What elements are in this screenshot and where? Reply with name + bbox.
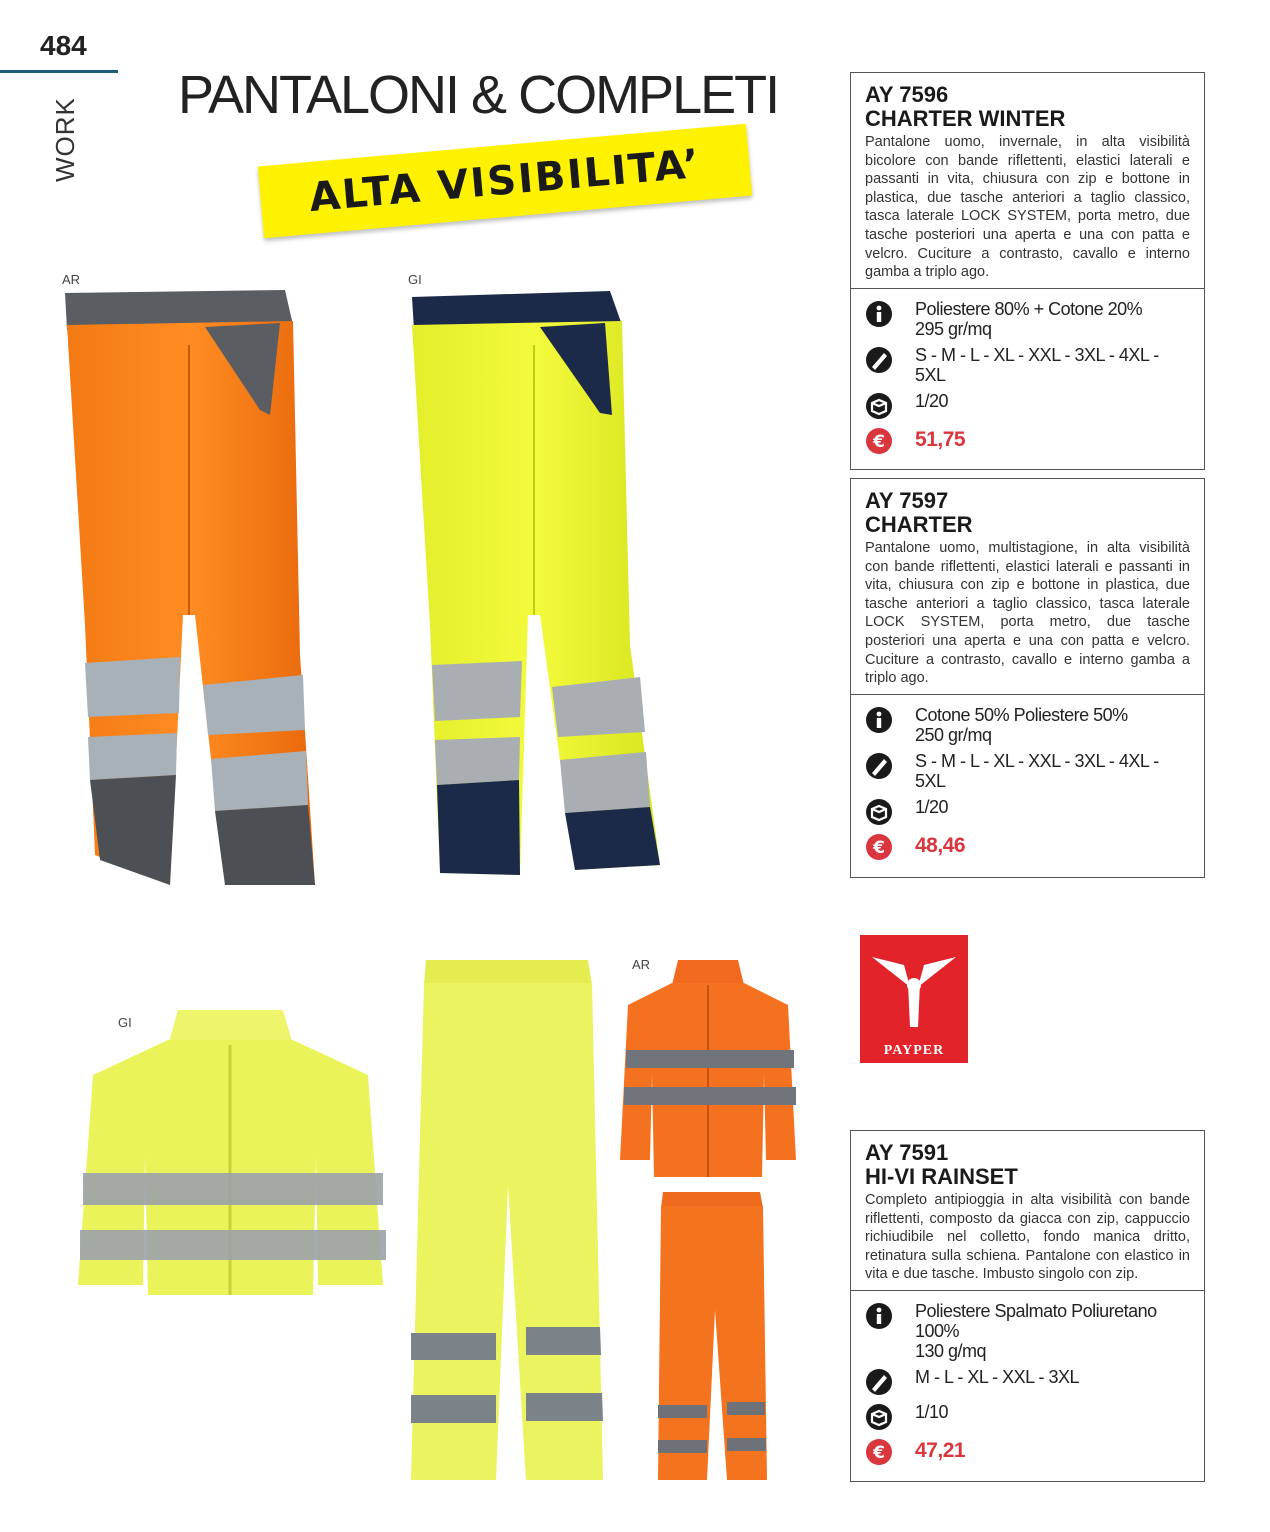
spec-material [865,1301,1190,1361]
banner-text: ALTA VISIBILITA’ [307,140,703,222]
spec-sizes [865,345,1190,385]
product-header [851,73,1204,289]
price-text: 48,46 [915,833,966,857]
pack-text: 1/20 [915,796,949,817]
price-text: 47,21 [915,1438,966,1462]
spec-pack [865,391,1190,420]
info-icon [865,300,893,328]
material-text: Poliestere Spalmato Poliuretano 100% [915,1300,1157,1341]
info-icon [865,706,893,734]
sizes-text: S - M - L - XL - XXL - 3XL - 4XL - 5XL [915,344,1159,385]
payper-logo-icon [860,935,968,1035]
package-icon [865,798,893,826]
material-text: Cotone 50% Poliestere 50% [915,704,1128,725]
spec-price [865,1437,1190,1466]
spec-pack [865,797,1190,826]
price-text: 51,75 [915,427,966,451]
spec-material [865,299,1190,339]
sizes-text: S - M - L - XL - XXL - 3XL - 4XL - 5XL [915,750,1159,791]
spec-material [865,705,1190,745]
variant-label-orange-rainset: AR [632,957,651,972]
svg-text:€: € [873,1442,885,1463]
info-icon [865,1302,893,1330]
product-name: CHARTER [865,512,973,537]
alta-visibilita-banner [258,124,752,238]
spec-sizes [865,1367,1190,1396]
product-header [851,479,1204,695]
payper-logo-text: PAYPER [883,1043,945,1058]
page-number-rule [0,70,118,73]
page-number: 484 [40,30,87,61]
yellow-hivis-trousers-image [400,285,670,890]
weight-text: 130 g/mq [915,1340,987,1361]
product-name: CHARTER WINTER [865,106,1066,131]
spec-pack [865,1402,1190,1431]
size-tag-icon [865,1368,893,1396]
weight-text: 295 gr/mq [915,318,992,339]
orange-hivis-trousers-image [55,285,325,890]
euro-icon [865,833,893,861]
product-card-ay7596 [850,72,1205,470]
yellow-rain-trousers-image [408,955,608,1485]
package-icon [865,392,893,420]
product-description: Pantalone uomo, invernale, in alta visibilità bicolore con bande riflettenti, elastici laterali e passanti in vita, chiusura con zip e bottone in plastica, due tasche anteriori a taglio classico, tasca laterale LOCK SYSTEM, porta metro, due tasche posteriori una aperta e una con patta e velcro. Cuciture a contrasto, cavallo e interno gamba a triplo ago. [865,134,1190,281]
package-icon [865,1403,893,1431]
material-text: Poliestere 80% + Cotone 20% [915,298,1143,319]
product-description: Completo antipioggia in alta visibilità con bande riflettenti, composto da giacca con zip, cappuccio richiudibile nel colletto, fondo manica dritto, retinatura sulla schiena. Pantalone con elastico in vita e due tasche. Imbusto singolo con zip. [865,1192,1190,1283]
yellow-rain-jacket-image [68,1005,393,1305]
product-card-ay7597 [850,478,1205,878]
spec-price [865,426,1190,455]
product-specs [851,695,1204,877]
orange-rain-jacket-image [618,955,798,1185]
svg-text:€: € [873,431,885,452]
product-specs [851,289,1204,471]
euro-icon [865,427,893,455]
variant-label-yellow-trousers: GI [408,272,422,287]
product-card-ay7591 [850,1130,1205,1482]
variant-label-orange-trousers: AR [62,272,81,287]
pack-text: 1/10 [915,1401,949,1422]
orange-rain-trousers-image [655,1190,770,1490]
spec-sizes [865,751,1190,791]
euro-icon [865,1438,893,1466]
product-code: AY 7597 [865,488,949,513]
product-specs [851,1291,1204,1482]
page-title: PANTALONI & COMPLETI [178,65,779,125]
product-name: HI-VI RAINSET [865,1164,1018,1189]
payper-brand-logo [860,935,968,1063]
product-description: Pantalone uomo, multistagione, in alta visibilità con bande riflettenti, elastici laterali e passanti in vita, chiusura con zip e bottone in plastica, due tasche anteriori a taglio classico, tasca laterale LOCK SYSTEM, porta metro, due tasche posteriori una aperta e una con patta e velcro. Cuciture a contrasto, cavallo e interno gamba a triplo ago. [865,540,1190,687]
weight-text: 250 gr/mq [915,724,992,745]
svg-text:€: € [873,837,885,858]
size-tag-icon [865,752,893,780]
size-tag-icon [865,346,893,374]
product-code: AY 7591 [865,1140,949,1165]
variant-label-yellow-rainset: GI [118,1015,132,1030]
sizes-text: M - L - XL - XXL - 3XL [915,1366,1080,1387]
product-header [851,1131,1204,1291]
product-code: AY 7596 [865,82,949,107]
pack-text: 1/20 [915,390,949,411]
spec-price [865,832,1190,861]
section-side-label: WORK [50,97,80,182]
